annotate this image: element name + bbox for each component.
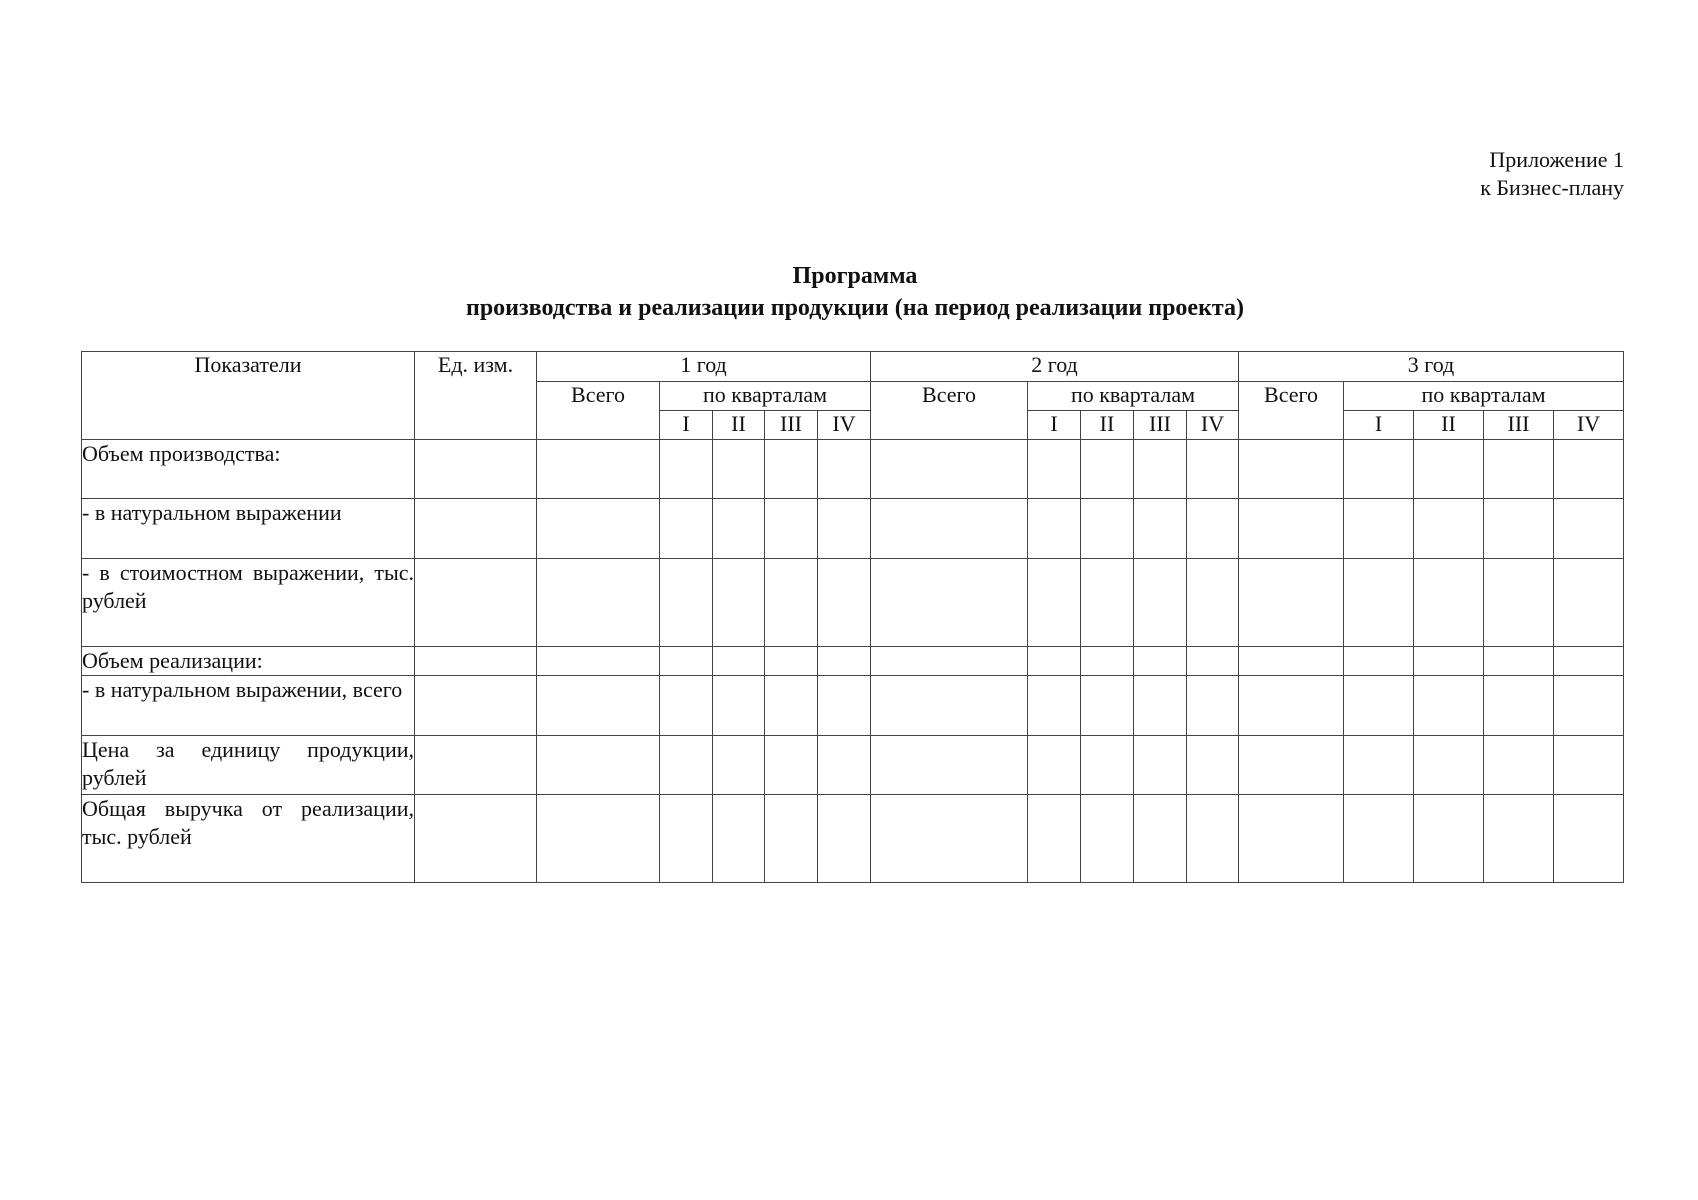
- table-cell: [713, 676, 765, 736]
- table-cell: [765, 676, 818, 736]
- table-cell: [537, 736, 660, 795]
- table-cell: [1028, 559, 1081, 647]
- table-cell: [871, 676, 1028, 736]
- table-cell: [660, 676, 713, 736]
- table-cell: [1081, 559, 1134, 647]
- table-cell: [765, 736, 818, 795]
- table-row: [82, 499, 1624, 559]
- table-cell: [871, 647, 1028, 676]
- header-year-3-q1: I: [1344, 411, 1414, 440]
- table-cell: [1239, 440, 1344, 499]
- table-cell: [1081, 736, 1134, 795]
- row-label-production-volume: Объем производства:: [82, 440, 415, 499]
- header-year-1-by-quarters: по кварталам: [660, 382, 871, 411]
- table-cell: [1414, 736, 1484, 795]
- table-cell: [660, 559, 713, 647]
- table-cell: [537, 647, 660, 676]
- table-cell: [415, 676, 537, 736]
- table-cell: [660, 795, 713, 883]
- header-year-2-q4: IV: [1187, 411, 1239, 440]
- header-year-1: 1 год: [537, 352, 871, 382]
- row-label-production-natural: - в натуральном выражении: [82, 499, 415, 559]
- table-row: [82, 676, 1624, 736]
- row-label-sales-volume: Объем реализации:: [82, 647, 415, 676]
- table-cell: [1344, 647, 1414, 676]
- table-cell: [1484, 795, 1554, 883]
- table-cell: [1134, 440, 1187, 499]
- table-cell: [1134, 559, 1187, 647]
- table-cell: [713, 795, 765, 883]
- table-cell: [1554, 647, 1624, 676]
- table-row: [82, 736, 1624, 795]
- table-cell: [818, 795, 871, 883]
- table-cell: [415, 736, 537, 795]
- table-cell: [818, 559, 871, 647]
- table-cell: [1134, 647, 1187, 676]
- table-cell: [537, 559, 660, 647]
- table-cell: [415, 647, 537, 676]
- table-cell: [415, 440, 537, 499]
- table-cell: [415, 559, 537, 647]
- table-cell: [1187, 499, 1239, 559]
- table-cell: [1344, 559, 1414, 647]
- table-cell: [1554, 676, 1624, 736]
- table-cell: [1239, 647, 1344, 676]
- table-cell: [765, 499, 818, 559]
- table-cell: [1134, 795, 1187, 883]
- header-indicators: Показатели: [82, 352, 415, 440]
- table-cell: [1484, 440, 1554, 499]
- header-year-2: 2 год: [871, 352, 1239, 382]
- row-label-total-revenue: Общая выручка от реализации, тыс. рублей: [82, 795, 415, 883]
- table-cell: [1484, 676, 1554, 736]
- table-body: [82, 440, 1624, 883]
- table-cell: [1484, 736, 1554, 795]
- table-cell: [1187, 795, 1239, 883]
- table-cell: [1081, 499, 1134, 559]
- table-cell: [1134, 499, 1187, 559]
- table-cell: [1187, 676, 1239, 736]
- table-cell: [1414, 440, 1484, 499]
- table-cell: [660, 647, 713, 676]
- header-year-1-q4: IV: [818, 411, 871, 440]
- row-label-sales-natural-total: - в натуральном выражении, всего: [82, 676, 415, 736]
- table-cell: [415, 499, 537, 559]
- table-cell: [1028, 647, 1081, 676]
- table-cell: [1344, 736, 1414, 795]
- table-cell: [660, 736, 713, 795]
- header-year-3-q2: II: [1414, 411, 1484, 440]
- appendix-line-1: Приложение 1: [1489, 147, 1624, 172]
- table-cell: [1239, 676, 1344, 736]
- table-cell: [1344, 676, 1414, 736]
- table-cell: [1239, 795, 1344, 883]
- table-cell: [871, 736, 1028, 795]
- table-cell: [1484, 559, 1554, 647]
- table-cell: [765, 440, 818, 499]
- table-cell: [1134, 676, 1187, 736]
- table-cell: [1414, 676, 1484, 736]
- header-year-2-q2: II: [1081, 411, 1134, 440]
- table-cell: [1344, 440, 1414, 499]
- table-cell: [660, 440, 713, 499]
- table-cell: [765, 795, 818, 883]
- table-cell: [818, 499, 871, 559]
- header-row-years: [82, 352, 1624, 382]
- header-year-3: 3 год: [1239, 352, 1624, 382]
- header-year-1-total: Всего: [537, 382, 660, 440]
- table-cell: [1239, 499, 1344, 559]
- table-cell: [1187, 647, 1239, 676]
- table-cell: [1081, 440, 1134, 499]
- production-program-table: [81, 351, 1624, 883]
- header-year-1-q3: III: [765, 411, 818, 440]
- table-cell: [818, 736, 871, 795]
- table-cell: [871, 499, 1028, 559]
- table-cell: [660, 499, 713, 559]
- appendix-note: [1480, 146, 1624, 202]
- row-label-unit-price: Цена за единицу продукции, рублей: [82, 736, 415, 795]
- table-cell: [1554, 736, 1624, 795]
- table-row: [82, 440, 1624, 499]
- table-cell: [1081, 795, 1134, 883]
- table-cell: [1028, 736, 1081, 795]
- title-line-1: Программа: [792, 263, 918, 289]
- header-year-1-q2: II: [713, 411, 765, 440]
- table-cell: [765, 647, 818, 676]
- table-cell: [1081, 676, 1134, 736]
- header-year-2-by-quarters: по кварталам: [1028, 382, 1239, 411]
- table-cell: [1187, 440, 1239, 499]
- header-year-3-q4: IV: [1554, 411, 1624, 440]
- header-year-2-total: Всего: [871, 382, 1028, 440]
- header-year-3-total: Всего: [1239, 382, 1344, 440]
- table-cell: [713, 499, 765, 559]
- table-cell: [1414, 499, 1484, 559]
- row-label-production-value: - в стоимостном выражении, тыс. рублей: [82, 559, 415, 647]
- table-row: [82, 795, 1624, 883]
- header-year-1-q1: I: [660, 411, 713, 440]
- table-cell: [1554, 499, 1624, 559]
- table-cell: [871, 559, 1028, 647]
- table-cell: [1484, 499, 1554, 559]
- table-cell: [537, 795, 660, 883]
- table-cell: [1414, 559, 1484, 647]
- table-cell: [818, 647, 871, 676]
- table-cell: [537, 440, 660, 499]
- table-cell: [1187, 559, 1239, 647]
- table-cell: [1028, 440, 1081, 499]
- table-cell: [1028, 795, 1081, 883]
- document-title: [0, 260, 1698, 324]
- table-cell: [1187, 736, 1239, 795]
- table-row: [82, 559, 1624, 647]
- header-year-2-q3: III: [1134, 411, 1187, 440]
- table-cell: [1081, 647, 1134, 676]
- header-year-2-q1: I: [1028, 411, 1081, 440]
- table-cell: [537, 499, 660, 559]
- table-cell: [1414, 795, 1484, 883]
- table-cell: [1344, 795, 1414, 883]
- header-unit: Ед. изм.: [415, 352, 537, 440]
- table-cell: [1028, 499, 1081, 559]
- table-cell: [1554, 559, 1624, 647]
- table-cell: [871, 795, 1028, 883]
- appendix-line-2: к Бизнес-плану: [1480, 175, 1624, 200]
- header-year-3-q3: III: [1484, 411, 1554, 440]
- table-cell: [713, 559, 765, 647]
- table-cell: [1554, 440, 1624, 499]
- table-cell: [1554, 795, 1624, 883]
- table-cell: [415, 795, 537, 883]
- table-cell: [713, 736, 765, 795]
- table-cell: [1344, 499, 1414, 559]
- title-line-2: производства и реализации продукции (на период реализации проекта): [466, 295, 1244, 321]
- table-cell: [713, 647, 765, 676]
- table-cell: [818, 676, 871, 736]
- table-cell: [1028, 676, 1081, 736]
- table-cell: [871, 440, 1028, 499]
- table-cell: [1239, 559, 1344, 647]
- table-cell: [765, 559, 818, 647]
- table-cell: [537, 676, 660, 736]
- table-cell: [713, 440, 765, 499]
- table-row: [82, 647, 1624, 676]
- table-cell: [1134, 736, 1187, 795]
- table-cell: [1239, 736, 1344, 795]
- table-cell: [1484, 647, 1554, 676]
- table-cell: [1414, 647, 1484, 676]
- header-year-3-by-quarters: по кварталам: [1344, 382, 1624, 411]
- table-cell: [818, 440, 871, 499]
